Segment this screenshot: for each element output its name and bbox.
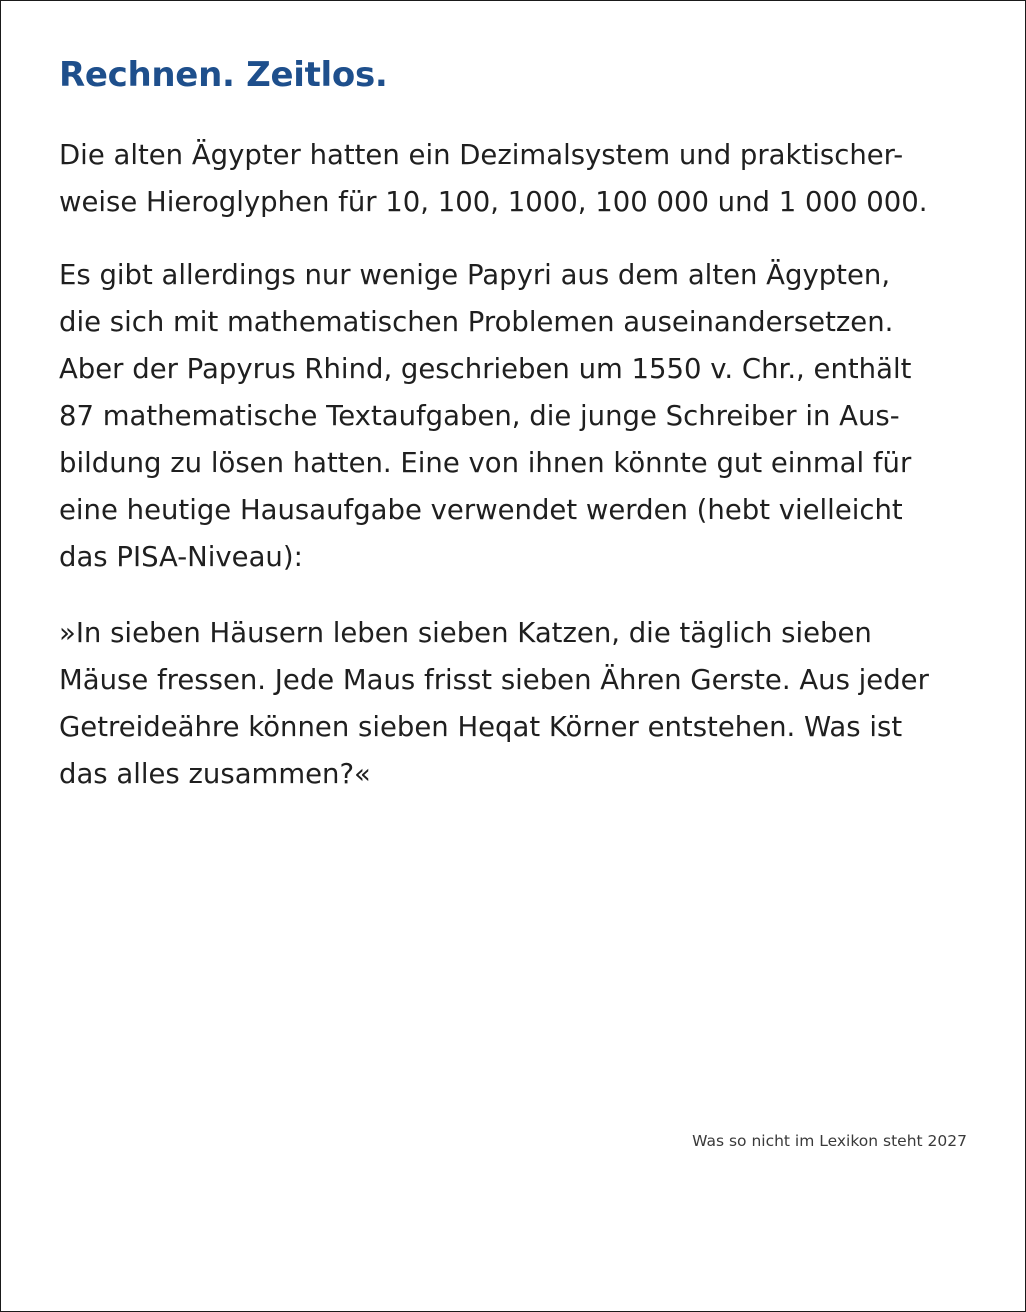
paragraph-decimal-system: [59, 132, 927, 226]
page-title: Rechnen. Zeitlos.: [59, 55, 388, 95]
text-line: weise Hieroglyphen für 10, 100, 1000, 100 000 und 1 000 000.: [59, 186, 928, 218]
text-line: »In sieben Häusern leben sieben Katzen, die täglich sieben: [59, 617, 872, 649]
text-line: bildung zu lösen hatten. Eine von ihnen könnte gut einmal für: [59, 447, 912, 479]
text-line: eine heutige Hausaufgabe verwendet werden (hebt vielleicht: [59, 494, 903, 526]
paragraph-papyrus-rhind: [59, 252, 911, 581]
text-line: das alles zusammen?«: [59, 758, 371, 790]
text-line: Mäuse fressen. Jede Maus frisst sieben Ähren Gerste. Aus jeder: [59, 664, 929, 696]
text-line: Getreideähre können sieben Heqat Körner entstehen. Was ist: [59, 711, 903, 743]
footer-caption: Was so nicht im Lexikon steht 2027: [692, 1132, 967, 1150]
text-line: 87 mathematische Textaufgaben, die junge Schreiber in Aus-: [59, 400, 900, 432]
text-line: die sich mit mathematischen Problemen auseinandersetzen.: [59, 306, 894, 338]
text-line: Es gibt allerdings nur wenige Papyri aus dem alten Ägypten,: [59, 259, 891, 291]
text-line: Aber der Papyrus Rhind, geschrieben um 1550 v. Chr., enthält: [59, 353, 912, 385]
paragraph-riddle-quote: [59, 610, 929, 798]
text-line: das PISA-Niveau):: [59, 541, 303, 573]
text-line: Die alten Ägypter hatten ein Dezimalsystem und praktischer-: [59, 139, 904, 171]
